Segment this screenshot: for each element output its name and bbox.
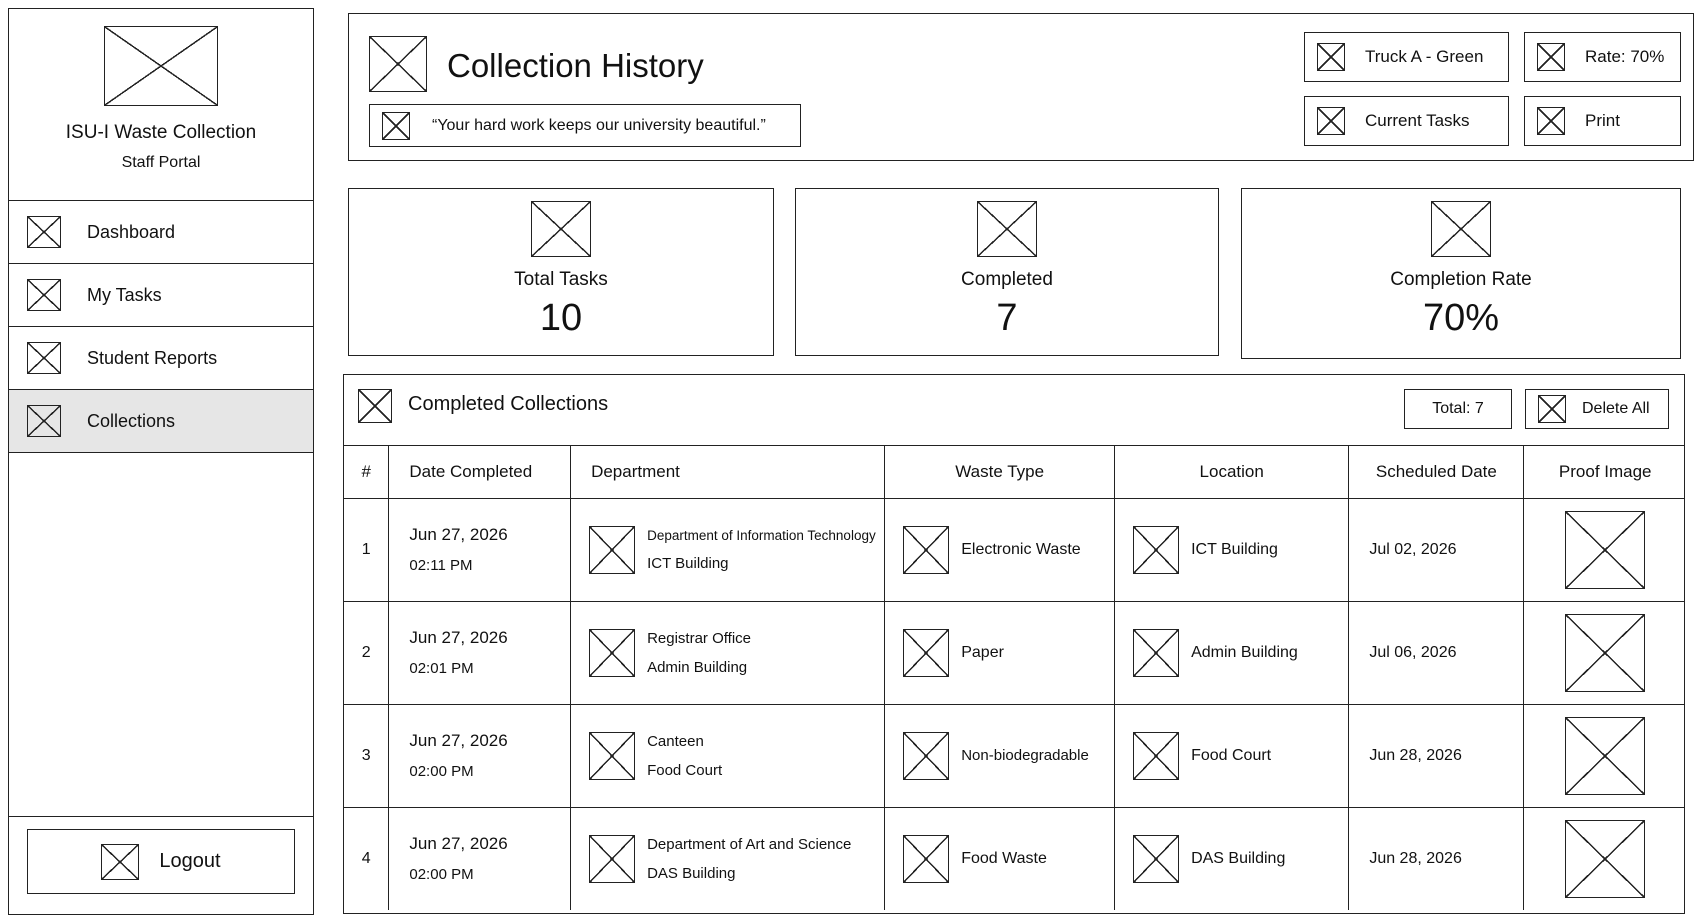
sidebar <box>8 8 314 915</box>
stat-value: 10 <box>539 297 583 339</box>
location-icon <box>1133 526 1179 574</box>
brand-block <box>9 9 313 201</box>
logo-placeholder-icon <box>104 26 218 106</box>
row-number: 2 <box>344 601 389 704</box>
department-building: ICT Building <box>647 554 729 572</box>
row-number: 4 <box>344 807 389 910</box>
sidebar-item-student-reports[interactable] <box>9 327 313 390</box>
department-building: Admin Building <box>647 658 748 676</box>
table-row <box>344 807 1685 910</box>
column-header-location: Location <box>1115 446 1349 498</box>
date-completed: Jun 27, 2026 <box>409 525 508 544</box>
table-row <box>344 704 1685 807</box>
waste-type: Non-biodegradable <box>961 747 1089 764</box>
current-tasks-label: Current Tasks <box>1365 111 1470 130</box>
department-cell <box>571 704 885 807</box>
department-icon <box>589 732 635 780</box>
total-badge: Total: 7 <box>1404 389 1512 429</box>
waste-type: Paper <box>961 643 1004 661</box>
table-header-row <box>344 446 1685 498</box>
time-completed: 02:11 PM <box>409 557 473 574</box>
rate-label: Rate: 70% <box>1585 47 1665 66</box>
reports-icon <box>27 342 61 374</box>
department-name: Canteen <box>647 732 704 750</box>
scheduled-date: Jul 06, 2026 <box>1349 601 1524 704</box>
row-number: 3 <box>344 704 389 807</box>
print-label: Print <box>1585 111 1620 130</box>
scheduled-date: Jul 02, 2026 <box>1349 498 1524 601</box>
proof-image-icon[interactable] <box>1565 511 1645 589</box>
department-building: Food Court <box>647 761 723 779</box>
column-header-date-completed: Date Completed <box>389 446 571 498</box>
stat-label: Completion Rate <box>1390 269 1532 290</box>
proof-image-icon[interactable] <box>1565 614 1645 692</box>
department-icon <box>589 629 635 677</box>
sidebar-item-dashboard[interactable] <box>9 201 313 264</box>
current-tasks-icon <box>1317 107 1345 135</box>
time-completed: 02:00 PM <box>409 763 474 780</box>
dashboard-icon <box>27 216 61 248</box>
department-building: DAS Building <box>647 864 736 882</box>
location: Food Court <box>1191 746 1272 764</box>
page-title: Collection History <box>447 47 704 84</box>
print-button[interactable] <box>1524 96 1681 146</box>
sidebar-item-my-tasks[interactable] <box>9 264 313 327</box>
stat-card-completed <box>795 188 1219 356</box>
collections-icon <box>27 405 61 437</box>
stat-label: Total Tasks <box>514 269 608 290</box>
truck-label: Truck A - Green <box>1365 47 1484 66</box>
completed-icon <box>977 201 1037 257</box>
total-tasks-icon <box>531 201 591 257</box>
rate-icon <box>1537 43 1565 71</box>
waste-type-icon <box>903 732 949 780</box>
sidebar-item-collections[interactable] <box>9 390 313 453</box>
department-name: Registrar Office <box>647 629 752 647</box>
truck-icon <box>1317 43 1345 71</box>
delete-icon <box>1538 395 1566 423</box>
proof-image-cell <box>1524 704 1685 807</box>
date-completed: Jun 27, 2026 <box>409 834 508 854</box>
date-completed: Jun 27, 2026 <box>409 731 508 750</box>
date-completed-cell <box>389 704 571 807</box>
date-completed: Jun 27, 2026 <box>409 628 508 647</box>
department-icon <box>589 526 635 574</box>
department-cell <box>571 807 885 910</box>
date-completed-cell <box>389 601 571 704</box>
sidebar-item-label: My Tasks <box>87 284 162 305</box>
completion-rate-icon <box>1431 201 1491 257</box>
table-row <box>344 498 1685 601</box>
waste-type: Electronic Waste <box>961 540 1081 558</box>
waste-type-cell <box>885 601 1115 704</box>
department-cell <box>571 601 885 704</box>
completed-collections-card <box>343 374 1685 914</box>
stat-label: Completed <box>961 269 1053 290</box>
stat-value: 7 <box>996 297 1018 339</box>
location-icon <box>1133 629 1179 677</box>
proof-image-cell <box>1524 601 1685 704</box>
tasks-icon <box>27 279 61 311</box>
table-row <box>344 601 1685 704</box>
department-name: Department of Art and Science <box>647 835 852 853</box>
truck-button[interactable] <box>1304 32 1509 82</box>
waste-type-icon <box>903 526 949 574</box>
location-cell <box>1115 498 1349 601</box>
location: Admin Building <box>1191 643 1298 661</box>
history-icon <box>369 36 427 92</box>
waste-type-icon <box>903 835 949 883</box>
collections-table-icon <box>358 389 392 423</box>
current-tasks-button[interactable] <box>1304 96 1509 146</box>
delete-all-label: Delete All <box>1582 400 1650 417</box>
time-completed: 02:01 PM <box>409 660 474 677</box>
proof-image-icon[interactable] <box>1565 820 1645 898</box>
column-header-department: Department <box>571 446 885 498</box>
location-cell <box>1115 601 1349 704</box>
waste-type-cell <box>885 807 1115 910</box>
app-name: ISU-I Waste Collection <box>65 122 257 143</box>
waste-type-cell <box>885 704 1115 807</box>
motivational-quote <box>369 104 801 147</box>
location-cell <box>1115 704 1349 807</box>
app-subtitle: Staff Portal <box>121 154 201 171</box>
rate-button[interactable] <box>1524 32 1681 82</box>
sidebar-item-label: Student Reports <box>87 347 218 368</box>
stat-value: 70% <box>1422 297 1500 339</box>
collections-table <box>344 446 1685 910</box>
print-icon <box>1537 107 1565 135</box>
table-card-header <box>344 375 1684 446</box>
logout-label: Logout <box>159 850 221 872</box>
stat-card-completion-rate <box>1241 188 1681 359</box>
waste-type-icon <box>903 629 949 677</box>
waste-type: Food Waste <box>961 849 1047 867</box>
time-completed: 02:00 PM <box>409 866 474 884</box>
location-icon <box>1133 835 1179 883</box>
quote-text: “Your hard work keeps our university beautiful.” <box>432 116 766 134</box>
department-name: Department of Information Technology <box>647 527 876 543</box>
stat-card-total-tasks <box>348 188 774 356</box>
location: DAS Building <box>1191 849 1286 867</box>
logout-button[interactable] <box>27 829 295 894</box>
proof-image-cell <box>1524 498 1685 601</box>
scheduled-date: Jun 28, 2026 <box>1349 807 1524 910</box>
quote-icon <box>382 112 410 140</box>
logout-icon <box>101 844 139 880</box>
sidebar-item-label: Collections <box>87 410 176 431</box>
sidebar-item-label: Dashboard <box>87 221 176 242</box>
location-cell <box>1115 807 1349 910</box>
department-cell <box>571 498 885 601</box>
location-icon <box>1133 732 1179 780</box>
column-header-num: # <box>344 446 389 498</box>
table-title: Completed Collections <box>408 393 609 415</box>
page-header <box>348 13 1694 161</box>
scheduled-date: Jun 28, 2026 <box>1349 704 1524 807</box>
logout-zone <box>9 816 313 914</box>
location: ICT Building <box>1191 540 1278 558</box>
date-completed-cell <box>389 498 571 601</box>
department-icon <box>589 835 635 883</box>
delete-all-button[interactable] <box>1525 389 1669 429</box>
waste-type-cell <box>885 498 1115 601</box>
column-header-scheduled-date: Scheduled Date <box>1349 446 1524 498</box>
column-header-waste-type: Waste Type <box>885 446 1115 498</box>
row-number: 1 <box>344 498 389 601</box>
proof-image-icon[interactable] <box>1565 717 1645 795</box>
column-header-proof-image: Proof Image <box>1524 446 1685 498</box>
date-completed-cell <box>389 807 571 910</box>
proof-image-cell <box>1524 807 1685 910</box>
